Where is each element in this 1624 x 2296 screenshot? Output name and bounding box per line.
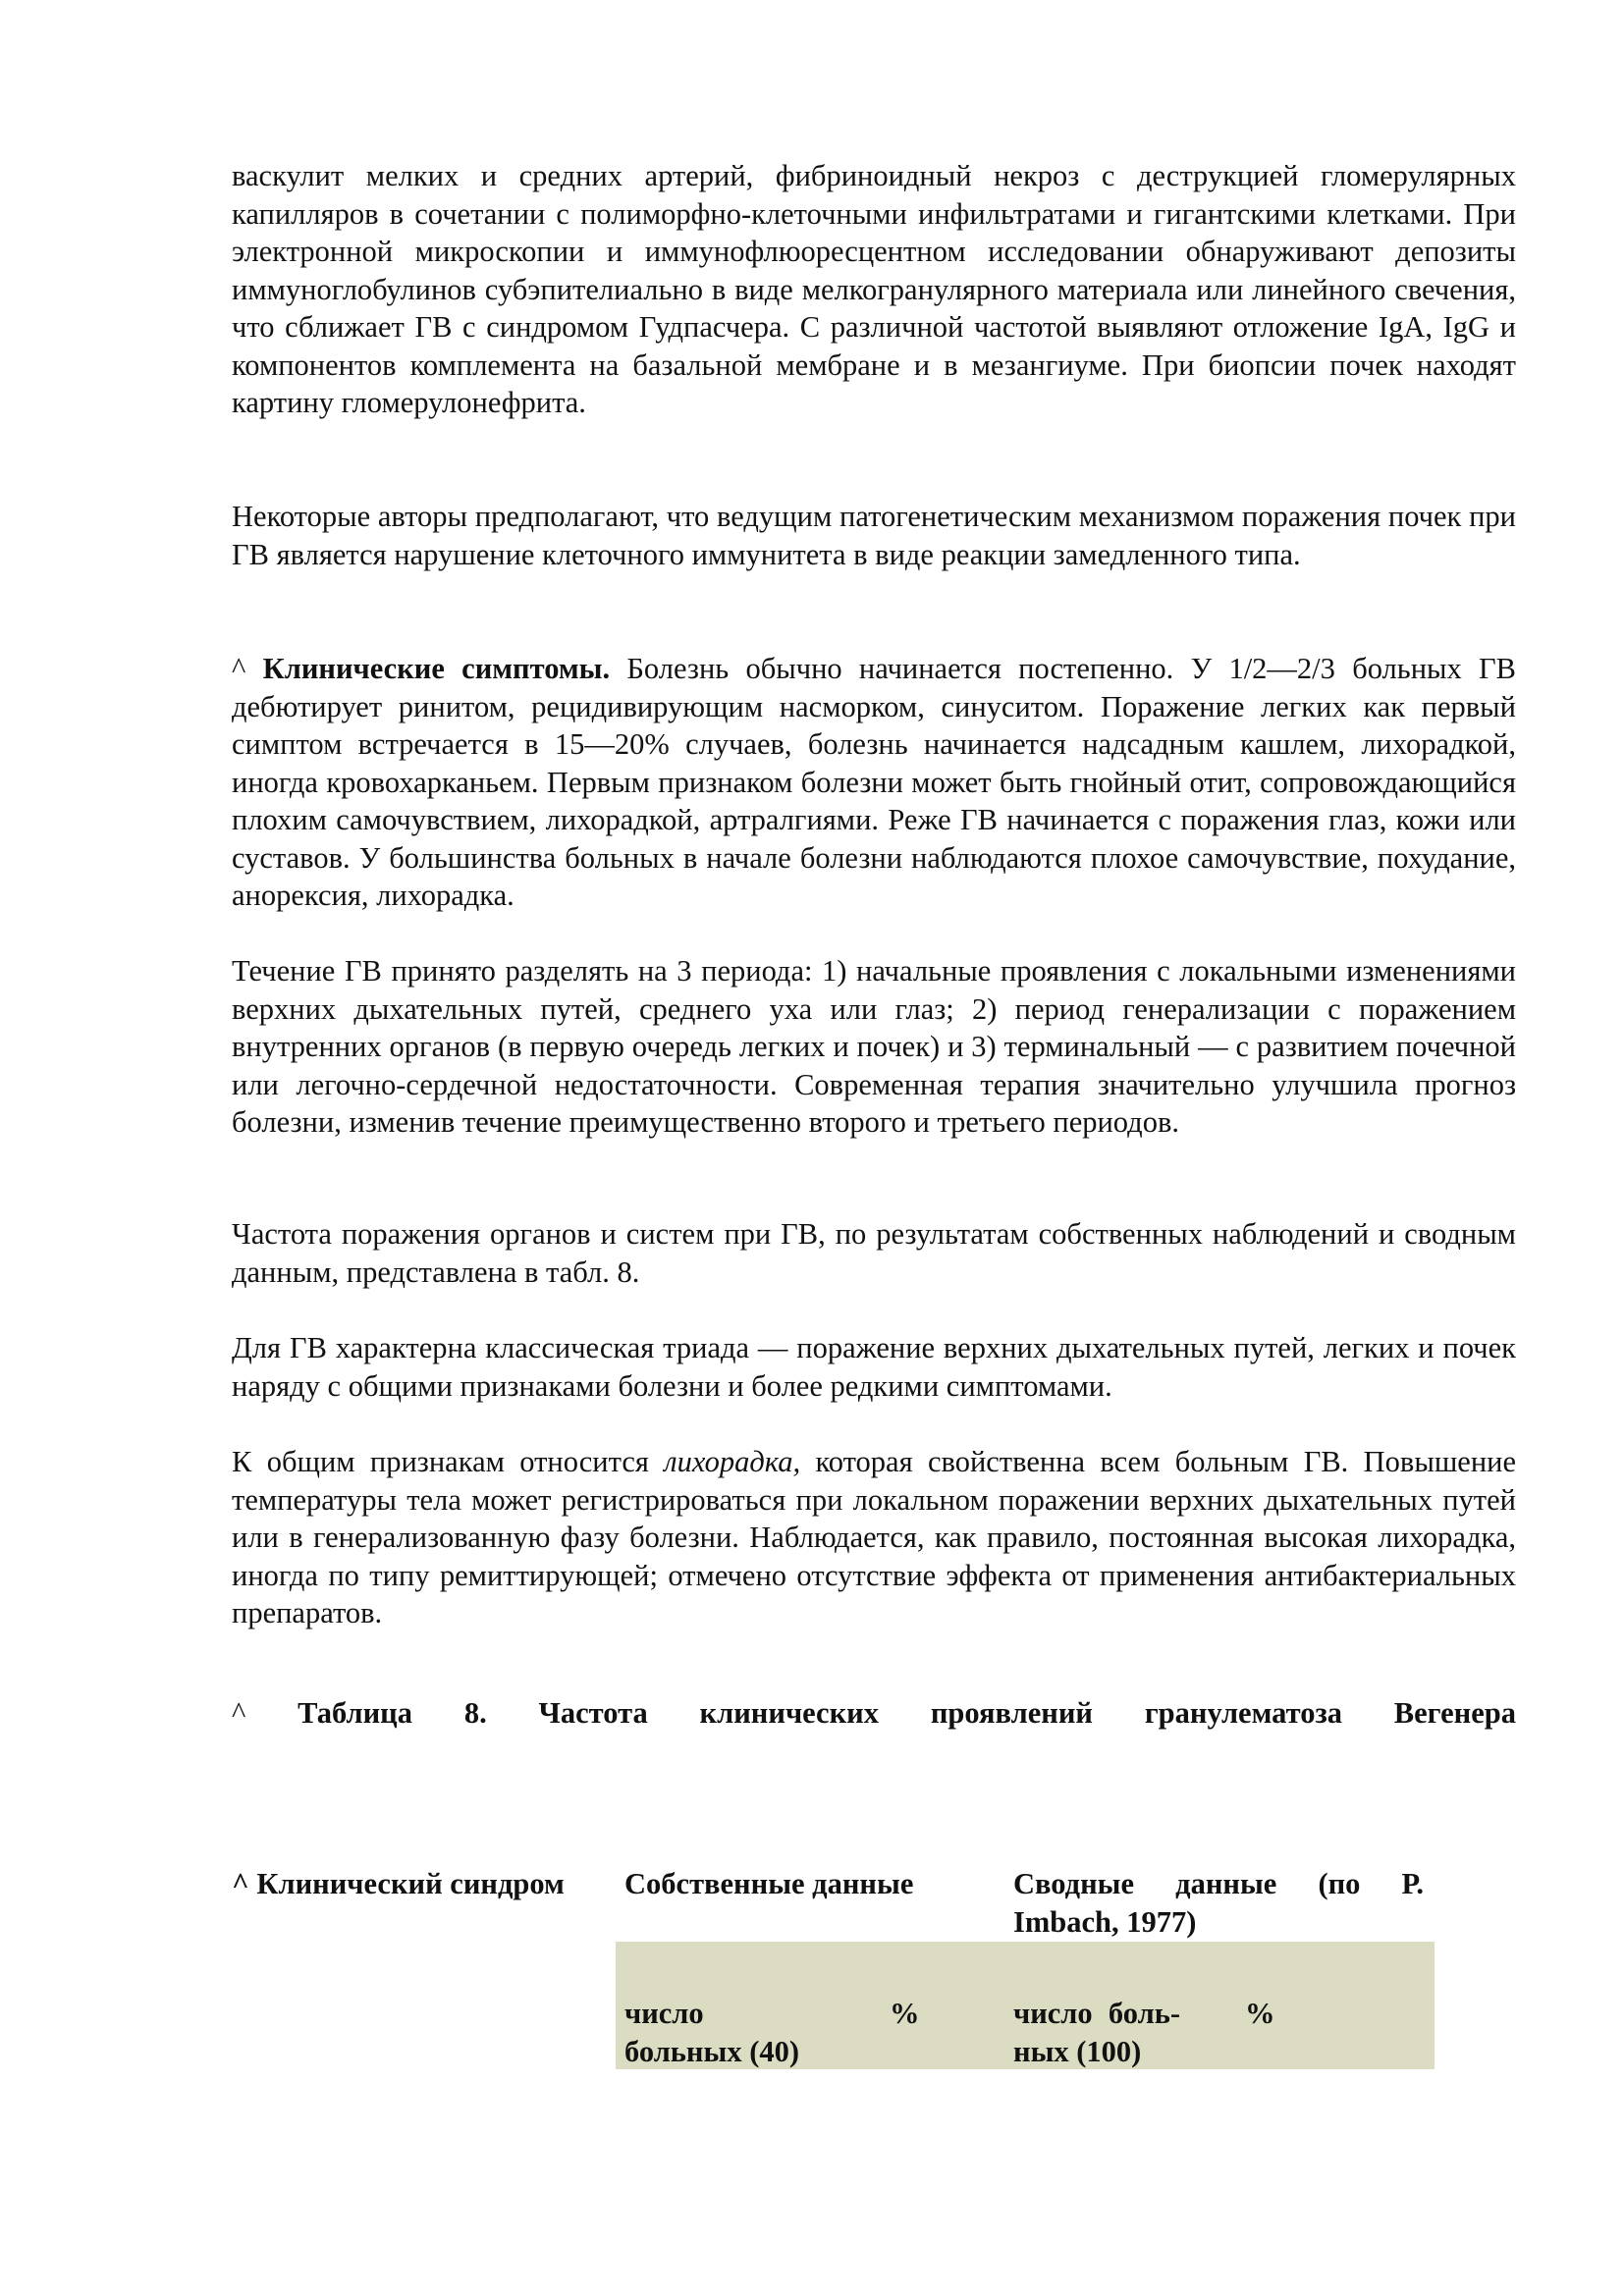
fever-text-b: которая свойственна всем больным ГВ. Повышение температуры тела может регистрироваться при локальном поражении верхних дыхательных путей или в генерализованную фазу болезни. Наблюдается, как правило, постоянная высокая лихорадка, иногда по типу ремиттирующей; отмечено отсутствие эффекта от применения антибактериальных препаратов. xyxy=(232,1445,1517,1629)
paragraph-frequency: Частота поражения органов и систем при ГВ, по результатам собственных наблюдений и сводным данным, представлена в табл. 8. xyxy=(232,1217,1516,1289)
table-header-summary-data: Сводные данные (по Р. Imbach, 1977) xyxy=(1013,1867,1424,1939)
paragraph-pathology: васкулит мелких и средних артерий, фибриноидный некроз с деструкцией гломерулярных капилляров в сочетании с полиморфно-клеточными инфильтратами и гигантскими клетками. При электронной микроскопии и иммунофлюоресцентном исследовании обнаруживают депозиты иммуноглобулинов субэпителиально в виде мелкогранулярного материала или линейного свечения, что сближает ГВ с синдромом Гудпасчера. С различной частотой выявляют отложение IgA, IgG и компонентов комплемента на базальной мембране и в мезангиуме. При биопсии почек находят картину гломерулонефрита. xyxy=(232,159,1516,419)
subheader-summary-count: число боль- ных (100) xyxy=(1013,1997,1180,2068)
table-title-word: клинических xyxy=(699,1696,879,1730)
fever-emphasis: лихорадка, xyxy=(664,1445,801,1478)
table-title-word: проявлений xyxy=(930,1696,1093,1730)
subheader-summary-percent: % xyxy=(1245,1997,1275,2030)
section-text: Болезнь обычно начинается постепенно. У 1/2—2/3 больных ГВ дебютирует ринитом, рецидивирующим насморком, синуситом. Поражение легких как первый симптом встречается в 15—20% случаев, болезнь начинается надсадным кашлем, лихорадкой, иногда кровохарканьем. Первым признаком болезни может быть гнойный отит, сопровождающийся плохим самочувствием, лихорадкой, артралгиями. Реже ГВ начинается с поражения глаз, кожи или суставов. У большинства больных в начале болезни наблюдаются плохое самочувствие, похудание, анорексия, лихорадка. xyxy=(232,652,1517,912)
table-title xyxy=(232,1694,1516,1733)
section-heading: Клинические симптомы. xyxy=(262,652,611,685)
subheader-own-percent: % xyxy=(890,1997,920,2030)
section-marker: ^ xyxy=(232,652,246,685)
subheader-own-count: число больных (40) xyxy=(624,1997,800,2068)
paragraph-disease-course: Течение ГВ принято разделять на 3 периода: 1) начальные проявления с локальными изменениями верхних дыхательных путей, среднего уха или глаз; 2) период генерализации с поражением внутренних органов (в первую очередь легких и почек) и 3) терминальный — с развитием почечной или легочно-сердечной недостаточности. Современная терапия значительно улучшила прогноз болезни, изменив течение преимущественно второго и третьего периодов. xyxy=(232,954,1516,1139)
fever-text-a: К общим признакам относится xyxy=(232,1445,649,1478)
table-title-word: Таблица xyxy=(298,1696,412,1730)
table-header-syndrome: ^ Клинический синдром xyxy=(232,1867,565,1900)
paragraph-pathogenesis: Некоторые авторы предполагают, что ведущим патогенетическим механизмом поражения почек при ГВ является нарушение клеточного иммунитета в виде реакции замедленного типа. xyxy=(232,500,1516,571)
table-title-word: Частота xyxy=(538,1696,648,1730)
paragraph-fever xyxy=(232,1443,1516,1632)
table-title-word: Вегенера xyxy=(1393,1696,1516,1730)
table-title-word: гранулематоза xyxy=(1144,1696,1342,1730)
table-title-word: 8. xyxy=(463,1696,487,1730)
paragraph-clinical-symptoms xyxy=(232,650,1516,915)
table-title-marker: ^ xyxy=(232,1696,246,1730)
table-header-own-data: Собственные данные xyxy=(624,1867,914,1900)
paragraph-triad: Для ГВ характерна классическая триада — поражение верхних дыхательных путей, легких и почек наряду с общими признаками болезни и более редкими симптомами. xyxy=(232,1331,1516,1403)
